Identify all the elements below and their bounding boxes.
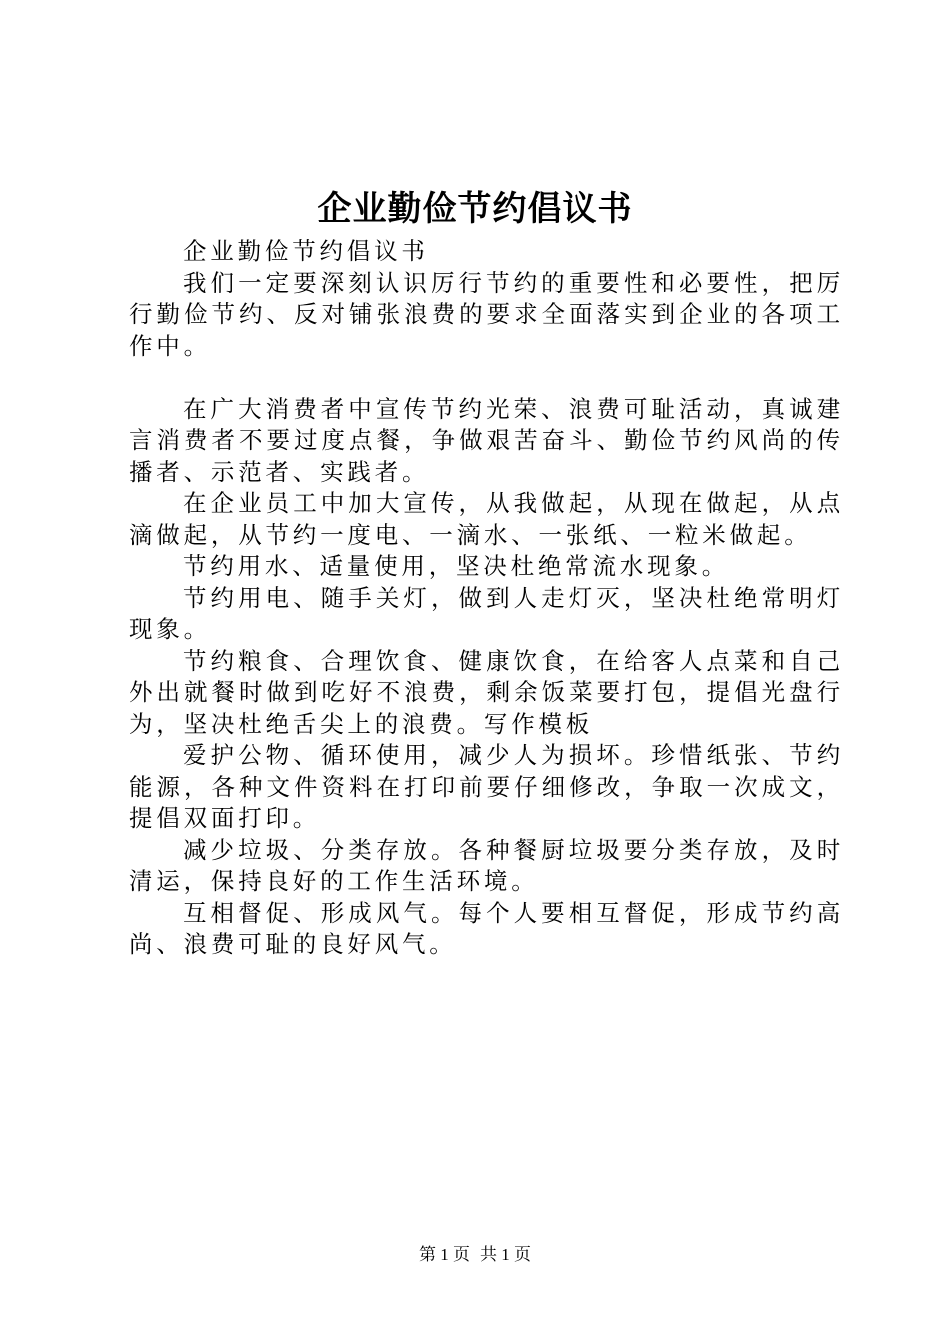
paragraph-consumers: 在广大消费者中宣传节约光荣、浪费可耻活动，真诚建言消费者不要过度点餐，争做艰苦奋斗、勤俭节约风尚的传播者、示范者、实践者。 (129, 394, 844, 486)
document-title: 企业勤俭节约倡议书 (317, 189, 633, 229)
paragraph-food: 节约粮食、合理饮食、健康饮食，在给客人点菜和自己外出就餐时做到吃好不浪费，剩余饭菜要打包，提倡光盘行为，坚决杜绝舌尖上的浪费。写作模板 (129, 646, 844, 738)
page-footer (0, 1243, 950, 1267)
paragraph-electricity: 节约用电、随手关灯，做到人走灯灭，坚决杜绝常明灯现象。 (129, 583, 844, 643)
page-total: 共 1 页 (480, 1245, 531, 1264)
blank-line (129, 362, 844, 394)
paragraph-water: 节约用水、适量使用，坚决杜绝常流水现象。 (183, 552, 729, 580)
paragraph-supervision: 互相督促、形成风气。每个人要相互督促，形成节约高尚、浪费可耻的良好风气。 (129, 898, 844, 958)
paragraph-heading: 企业勤俭节约倡议书 (183, 237, 429, 265)
page-number: 第 1 页 (419, 1245, 470, 1264)
paragraph-intro: 我们一定要深刻认识厉行节约的重要性和必要性，把厉行勤俭节约、反对铺张浪费的要求全面落实到企业的各项工作中。 (129, 268, 844, 360)
paragraph-employees: 在企业员工中加大宣传，从我做起，从现在做起，从点滴做起，从节约一度电、一滴水、一张纸、一粒米做起。 (129, 489, 844, 549)
document-body (129, 236, 844, 961)
paragraph-garbage: 减少垃圾、分类存放。各种餐厨垃圾要分类存放，及时清运，保持良好的工作生活环境。 (129, 835, 844, 895)
paragraph-public-property: 爱护公物、循环使用，减少人为损坏。珍惜纸张、节约能源，各种文件资料在打印前要仔细修改，争取一次成文，提倡双面打印。 (129, 741, 844, 832)
